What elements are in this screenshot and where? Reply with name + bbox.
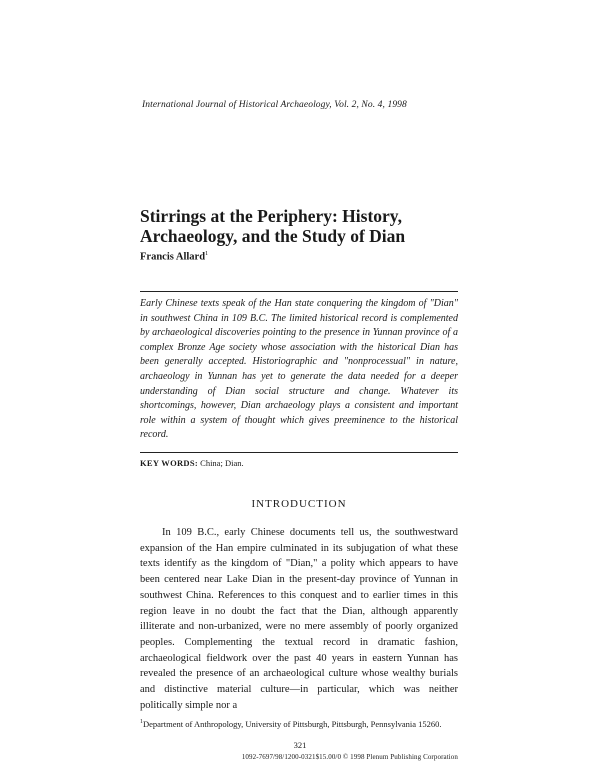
footnote xyxy=(140,717,458,730)
author-footnote-marker: 1 xyxy=(205,250,209,257)
running-head: International Journal of Historical Archaeology, Vol. 2, No. 4, 1998 xyxy=(142,100,407,110)
copyright-line: 1092-7697/98/1200-0321$15.00/0 © 1998 Plenum Publishing Corporation xyxy=(241,753,458,761)
footnote-marker: 1 xyxy=(140,719,143,725)
keywords-label: KEY WORDS: xyxy=(140,458,199,468)
keywords xyxy=(140,458,244,468)
article-title: Stirrings at the Periphery: History, Archaeology, and the Study of Dian xyxy=(140,206,406,246)
footnote-text: Department of Anthropology, University of Pittsburgh, Pittsburgh, Pennsylvania 15260. xyxy=(143,718,442,729)
keywords-value: China; Dian. xyxy=(200,458,244,468)
page-number: 321 xyxy=(293,740,307,750)
abstract-top-rule xyxy=(140,291,458,292)
abstract-bottom-rule xyxy=(140,452,458,453)
abstract xyxy=(140,297,458,443)
body-paragraph: In 109 B.C., early Chinese documents tell us, the southwestward expansion of the Han empire culminated in its subjugation of what these texts identify as the kingdom of "Dian," a polity which appears to have been centered near Lake Dian in the present-day province of Yunnan in southwest China. References to this conquest and to earlier times in this region leave in no doubt the fact that the Dian, although apparently illiterate and non-urbanized, were no mere assembly of poorly organized peoples. Complementing the textual record in dramatic fashion, archaeological fieldwork over the past 40 years in eastern Yunnan has revealed the presence of an archaeological culture whose wealthy burials and distinctive material culture—in particular, which was neither politically simple nor a xyxy=(140,527,458,711)
body-text xyxy=(140,525,458,713)
section-heading: INTRODUCTION xyxy=(251,498,347,510)
author-name: Francis Allard xyxy=(140,251,206,263)
abstract-text: Early Chinese texts speak of the Han state conquering the kingdom of "Dian" in southwest China in 109 B.C. The limited historical record is complemented by archaeological discoveries pointing to the presence in Yunnan province of a complex Bronze Age society whose association with the historical Dian has been generally accepted. Historiographic and "nonprocessual" in nature, archaeology in Yunnan has yet to generate the data needed for a deeper understanding of Dian social structure and change. Whatever its shortcomings, however, Dian archaeology plays a consistent and important role within a system of thought which gives preeminence to the historical record. xyxy=(140,298,458,441)
author-line xyxy=(140,250,208,263)
